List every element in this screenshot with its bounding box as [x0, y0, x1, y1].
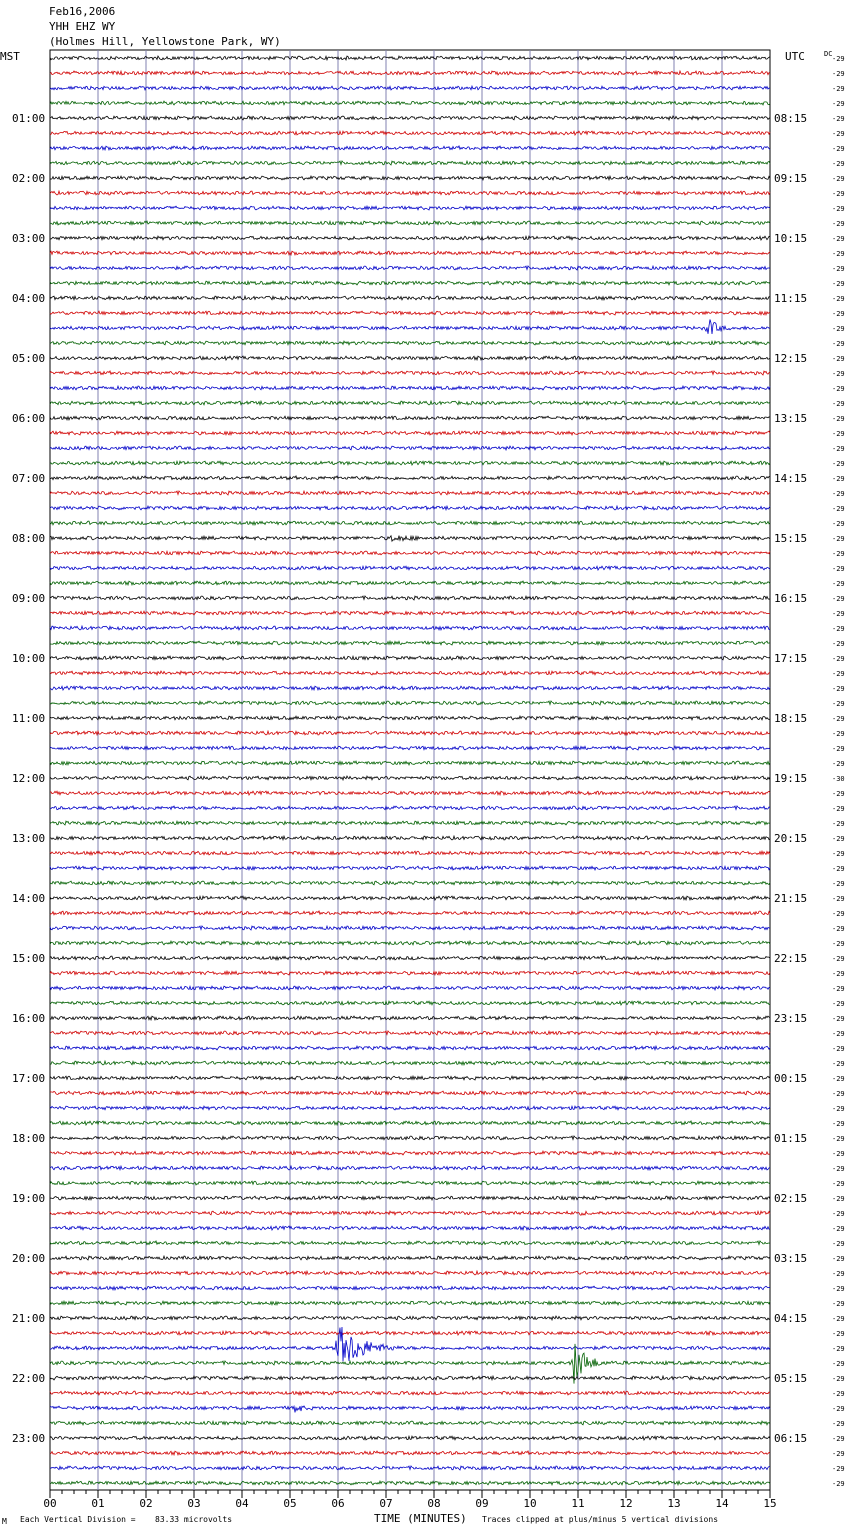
dc-offset-label: -29 [832, 745, 845, 753]
mst-hour-label: 02:00 [12, 172, 46, 185]
trace-row [50, 116, 770, 120]
trace-row [50, 446, 770, 450]
dc-offset-label: -29 [832, 655, 845, 663]
dc-offset-label: -29 [832, 160, 845, 168]
trace-row [50, 1241, 770, 1245]
vertical-division-value: 83.33 microvolts [155, 1515, 233, 1524]
dc-offset-label: -29 [832, 1120, 845, 1128]
dc-offset-label: -29 [832, 1075, 845, 1083]
dc-offset-label: -29 [832, 205, 845, 213]
dc-offset-label: -29 [832, 280, 845, 288]
trace-row [50, 1376, 770, 1380]
dc-offset-label: -29 [832, 610, 845, 618]
dc-offset-label: -29 [832, 85, 845, 93]
trace-row [50, 656, 770, 660]
trace-row [50, 266, 770, 270]
trace-row [50, 281, 770, 285]
trace-row [50, 251, 770, 255]
dc-offset-label: -29 [832, 685, 845, 693]
dc-offset-label: -29 [832, 1330, 845, 1338]
trace-row [50, 476, 770, 480]
trace-row [50, 176, 770, 180]
mst-hour-label: 08:00 [12, 532, 46, 545]
trace-row [50, 746, 770, 750]
dc-offset-label: -29 [832, 1135, 845, 1143]
dc-offset-label: -29 [832, 700, 845, 708]
trace-row [50, 536, 770, 542]
dc-offset-label: -29 [832, 1195, 845, 1203]
dc-offset-label: -29 [832, 1015, 845, 1023]
trace-row [50, 791, 770, 795]
trace-row [50, 1166, 770, 1170]
utc-hour-label: 23:15 [774, 1012, 808, 1025]
utc-hour-label: 18:15 [774, 712, 808, 725]
trace-row [50, 626, 770, 630]
trace-row [50, 161, 770, 165]
dc-offset-label: -29 [832, 760, 845, 768]
dc-offset-label: -29 [832, 520, 845, 528]
trace-row [50, 356, 770, 360]
x-axis-title: TIME (MINUTES) [374, 1512, 467, 1525]
trace-row [50, 1136, 770, 1140]
utc-hour-label: 14:15 [774, 472, 808, 485]
dc-offset-label: -29 [832, 925, 845, 933]
mst-hour-label: 23:00 [12, 1432, 46, 1445]
x-tick-label: 12 [619, 1497, 633, 1510]
trace-row [50, 1031, 770, 1035]
dc-offset-label: -29 [832, 1270, 845, 1278]
utc-hour-label: 11:15 [774, 292, 808, 305]
trace-row [50, 71, 770, 75]
trace-row [50, 566, 770, 570]
dc-offset-label: -29 [832, 1285, 845, 1293]
dc-offset-label: -29 [832, 565, 845, 573]
trace-row [50, 596, 770, 600]
dc-offset-label: -29 [832, 385, 845, 393]
mst-hour-label: 17:00 [12, 1072, 46, 1085]
trace-row [50, 431, 770, 435]
trace-row [50, 1046, 770, 1050]
mst-hour-label: 07:00 [12, 472, 46, 485]
utc-hour-label: 21:15 [774, 892, 808, 905]
x-tick-label: 11 [571, 1497, 585, 1510]
dc-offset-label: -29 [832, 145, 845, 153]
dc-offset-label: -29 [832, 1315, 845, 1323]
mst-hour-label: 12:00 [12, 772, 46, 785]
dc-offset-label: -29 [832, 1030, 845, 1038]
dc-offset-label: -29 [832, 460, 845, 468]
mst-hour-label: 20:00 [12, 1252, 46, 1265]
dc-offset-label: -29 [832, 325, 845, 333]
dc-offset-label: -29 [832, 70, 845, 78]
dc-offset-label: -29 [832, 820, 845, 828]
trace-row [50, 1466, 770, 1470]
utc-hour-label: 09:15 [774, 172, 808, 185]
trace-row [50, 761, 770, 765]
dc-offset-label: -29 [832, 1045, 845, 1053]
mst-hour-label: 11:00 [12, 712, 46, 725]
dc-offset-label: -29 [832, 1255, 845, 1263]
trace-row [50, 1016, 770, 1020]
dc-offset-label: -29 [832, 235, 845, 243]
plot-frame [50, 50, 770, 1490]
trace-row [50, 311, 770, 315]
mst-hour-label: 16:00 [12, 1012, 46, 1025]
trace-row [50, 986, 770, 990]
dc-offset-label: -29 [832, 415, 845, 423]
trace-row [50, 731, 770, 735]
dc-offset-label: -29 [832, 1210, 845, 1218]
x-tick-label: 00 [43, 1497, 57, 1510]
utc-hour-label: 13:15 [774, 412, 808, 425]
utc-hour-label: 17:15 [774, 652, 808, 665]
dc-offset-label: -29 [832, 445, 845, 453]
trace-row [50, 926, 770, 930]
x-tick-label: 05 [283, 1497, 297, 1510]
trace-row [50, 1121, 770, 1125]
mst-hour-label: 13:00 [12, 832, 46, 845]
trace-row [50, 956, 770, 960]
dc-offset-label: -29 [832, 1420, 845, 1428]
x-tick-label: 13 [667, 1497, 681, 1510]
utc-hour-label: 00:15 [774, 1072, 808, 1085]
dc-offset-label: -29 [832, 910, 845, 918]
dc-offset-label: -29 [832, 100, 845, 108]
trace-row [50, 581, 770, 585]
dc-offset-label: -29 [832, 850, 845, 858]
trace-row [50, 221, 770, 225]
dc-offset-label: -29 [832, 190, 845, 198]
mst-hour-label: 06:00 [12, 412, 46, 425]
dc-offset-label: -29 [832, 265, 845, 273]
x-tick-label: 15 [763, 1497, 777, 1510]
vertical-division-label: Each Vertical Division = [20, 1515, 136, 1524]
x-tick-label: 04 [235, 1497, 249, 1510]
trace-row [50, 836, 770, 840]
dc-offset-label: -29 [832, 1405, 845, 1413]
trace-row [50, 401, 770, 405]
utc-hour-label: 03:15 [774, 1252, 808, 1265]
dc-offset-label: -29 [832, 55, 845, 63]
dc-offset-label: -29 [832, 1390, 845, 1398]
x-tick-label: 08 [427, 1497, 441, 1510]
trace-row [50, 461, 770, 465]
dc-offset-label: -29 [832, 1165, 845, 1173]
trace-row [50, 866, 770, 870]
trace-row [50, 776, 770, 780]
trace-row [50, 941, 770, 945]
trace-row [50, 1001, 770, 1005]
dc-offset-label: -29 [832, 535, 845, 543]
trace-row [50, 416, 770, 420]
trace-row [50, 521, 770, 525]
dc-offset-label: -29 [832, 940, 845, 948]
station-code: YHH EHZ WY [49, 20, 116, 33]
trace-row [50, 1211, 770, 1215]
trace-row [50, 1406, 770, 1412]
mst-hour-label: 15:00 [12, 952, 46, 965]
dc-offset-label: -29 [832, 805, 845, 813]
dc-offset-label: -29 [832, 715, 845, 723]
trace-row [50, 686, 770, 690]
x-tick-label: 03 [187, 1497, 201, 1510]
dc-offset-label: -29 [832, 790, 845, 798]
dc-offset-label: -29 [832, 880, 845, 888]
mst-axis-label: MST [0, 50, 20, 63]
trace-row [50, 851, 770, 855]
dc-offset-label: -29 [832, 670, 845, 678]
trace-row [50, 1391, 770, 1395]
dc-offset-label: -29 [832, 595, 845, 603]
dc-offset-label: -29 [832, 1105, 845, 1113]
utc-hour-label: 15:15 [774, 532, 808, 545]
trace-row [50, 1481, 770, 1485]
trace-row [50, 101, 770, 105]
dc-offset-label: -29 [832, 1150, 845, 1158]
dc-offset-label: -29 [832, 340, 845, 348]
utc-hour-label: 01:15 [774, 1132, 808, 1145]
utc-hour-label: 20:15 [774, 832, 808, 845]
dc-offset-label: -29 [832, 505, 845, 513]
trace-row [50, 551, 770, 555]
utc-hour-label: 12:15 [774, 352, 808, 365]
dc-offset-label: -29 [832, 640, 845, 648]
dc-offset-label: -29 [832, 1375, 845, 1383]
mst-hour-label: 18:00 [12, 1132, 46, 1145]
dc-offset-label: -29 [832, 130, 845, 138]
utc-hour-label: 08:15 [774, 112, 808, 125]
dc-offset-label: -29 [832, 400, 845, 408]
trace-row [50, 86, 770, 90]
dc-offset-label: -29 [832, 865, 845, 873]
dc-offset-label: -29 [832, 1465, 845, 1473]
x-tick-label: 02 [139, 1497, 153, 1510]
trace-row [50, 881, 770, 885]
trace-row [50, 971, 770, 975]
dc-offset-label: -29 [832, 550, 845, 558]
utc-hour-label: 04:15 [774, 1312, 808, 1325]
x-tick-label: 09 [475, 1497, 489, 1510]
utc-hour-label: 05:15 [774, 1372, 808, 1385]
utc-hour-label: 16:15 [774, 592, 808, 605]
utc-hour-label: 06:15 [774, 1432, 808, 1445]
utc-hour-label: 10:15 [774, 232, 808, 245]
trace-row [50, 206, 770, 210]
trace-row [50, 191, 770, 195]
dc-offset-label: -29 [832, 1435, 845, 1443]
trace-row [50, 911, 770, 915]
trace-row [50, 611, 770, 615]
dc-offset-label: -30 [832, 775, 845, 783]
trace-row [50, 1061, 770, 1065]
trace-row [50, 1256, 770, 1260]
trace-row [50, 56, 770, 60]
trace-row [50, 641, 770, 645]
mst-hour-label: 19:00 [12, 1192, 46, 1205]
trace-row [50, 1196, 770, 1200]
trace-row [50, 371, 770, 375]
dc-offset-label: -29 [832, 1060, 845, 1068]
chart-date: Feb16,2006 [49, 5, 116, 18]
dc-offset-label: -29 [832, 1450, 845, 1458]
dc-offset-label: -29 [832, 220, 845, 228]
x-tick-label: 10 [523, 1497, 537, 1510]
dc-label: DC [824, 50, 833, 58]
utc-hour-label: 19:15 [774, 772, 808, 785]
dc-offset-label: -29 [832, 1360, 845, 1368]
dc-offset-label: -29 [832, 985, 845, 993]
mst-hour-label: 05:00 [12, 352, 46, 365]
trace-row [50, 131, 770, 135]
trace-row [50, 506, 770, 510]
trace-row [50, 320, 770, 335]
trace-row [50, 1076, 770, 1080]
dc-offset-label: -29 [832, 295, 845, 303]
trace-row [50, 1451, 770, 1455]
dc-offset-label: -29 [832, 430, 845, 438]
trace-row [50, 491, 770, 495]
mst-hour-label: 10:00 [12, 652, 46, 665]
trace-row [50, 1436, 770, 1440]
dc-offset-label: -29 [832, 970, 845, 978]
trace-row [50, 1421, 770, 1425]
trace-row [50, 701, 770, 705]
mst-hour-label: 21:00 [12, 1312, 46, 1325]
trace-row [50, 1286, 770, 1290]
trace-row [50, 386, 770, 390]
trace-row [50, 1106, 770, 1110]
trace-row [50, 1151, 770, 1155]
dc-offset-label: -29 [832, 355, 845, 363]
clip-note: Traces clipped at plus/minus 5 vertical divisions [482, 1515, 719, 1524]
dc-offset-label: -29 [832, 1480, 845, 1488]
dc-offset-label: -29 [832, 175, 845, 183]
footer-marker: M [2, 1517, 7, 1526]
trace-row [50, 1181, 770, 1185]
trace-row [50, 1331, 770, 1335]
trace-row [50, 821, 770, 825]
dc-offset-label: -29 [832, 1240, 845, 1248]
mst-hour-label: 09:00 [12, 592, 46, 605]
dc-offset-label: -29 [832, 1000, 845, 1008]
trace-row [50, 671, 770, 675]
trace-row [50, 296, 770, 300]
dc-offset-label: -29 [832, 1180, 845, 1188]
trace-row [50, 1301, 770, 1305]
trace-row [50, 1226, 770, 1230]
mst-hour-label: 14:00 [12, 892, 46, 905]
trace-row [50, 146, 770, 150]
dc-offset-label: -29 [832, 490, 845, 498]
dc-offset-label: -29 [832, 835, 845, 843]
x-tick-label: 07 [379, 1497, 393, 1510]
mst-hour-label: 01:00 [12, 112, 46, 125]
dc-offset-label: -29 [832, 1345, 845, 1353]
mst-hour-label: 22:00 [12, 1372, 46, 1385]
trace-row [50, 236, 770, 240]
x-tick-label: 06 [331, 1497, 345, 1510]
x-tick-label: 14 [715, 1497, 729, 1510]
trace-row [50, 896, 770, 900]
trace-row [50, 1316, 770, 1320]
trace-row [50, 716, 770, 720]
dc-offset-label: -29 [832, 370, 845, 378]
dc-offset-label: -29 [832, 895, 845, 903]
x-tick-label: 01 [91, 1497, 105, 1510]
dc-offset-label: -29 [832, 730, 845, 738]
dc-offset-label: -29 [832, 1300, 845, 1308]
trace-row [50, 341, 770, 345]
utc-hour-label: 22:15 [774, 952, 808, 965]
dc-offset-label: -29 [832, 1225, 845, 1233]
dc-offset-label: -29 [832, 310, 845, 318]
dc-offset-label: -29 [832, 580, 845, 588]
dc-offset-label: -29 [832, 1090, 845, 1098]
trace-row [50, 1091, 770, 1095]
trace-row [50, 1271, 770, 1275]
utc-axis-label: UTC [785, 50, 805, 63]
dc-offset-label: -29 [832, 625, 845, 633]
dc-offset-label: -29 [832, 115, 845, 123]
mst-hour-label: 04:00 [12, 292, 46, 305]
mst-hour-label: 03:00 [12, 232, 46, 245]
trace-row [50, 806, 770, 810]
dc-offset-label: -29 [832, 955, 845, 963]
station-location: (Holmes Hill, Yellowstone Park, WY) [49, 35, 281, 48]
dc-offset-label: -29 [832, 250, 845, 258]
utc-hour-label: 02:15 [774, 1192, 808, 1205]
dc-offset-label: -29 [832, 475, 845, 483]
